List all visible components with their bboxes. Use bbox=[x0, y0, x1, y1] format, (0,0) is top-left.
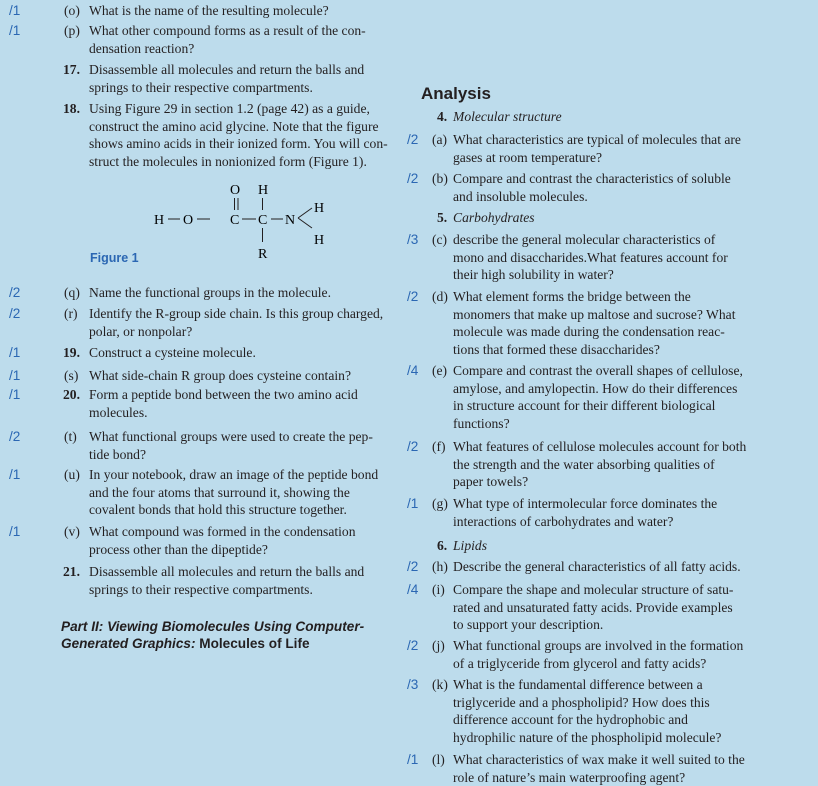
item-text-line: Compare and contrast the overall shapes of cellulose, bbox=[453, 363, 743, 378]
part2-normal: Molecules of Life bbox=[195, 636, 310, 651]
item-label: (a) bbox=[432, 132, 448, 147]
mark-value: /3 bbox=[407, 677, 419, 692]
item-label: (j) bbox=[432, 638, 445, 653]
item-label: (o) bbox=[64, 3, 80, 18]
item-text-line: hydrophilic nature of the phospholipid molecule? bbox=[453, 729, 722, 745]
item-text-line: the strength and the water absorbing qualities of bbox=[453, 456, 715, 472]
item-label: (e) bbox=[432, 363, 448, 378]
mark-value: /2 bbox=[9, 285, 21, 300]
item-label: (h) bbox=[432, 559, 448, 574]
item-text-line: What side-chain R group does cysteine contain? bbox=[89, 368, 351, 383]
bond-nh-1 bbox=[298, 208, 312, 218]
atom-h-n2: H bbox=[314, 233, 325, 248]
item-label: 17. bbox=[63, 62, 80, 77]
item-label: (c) bbox=[432, 232, 448, 247]
item-text-line: amylose, and amylopectin. How do their differences bbox=[453, 380, 738, 396]
item-label: (d) bbox=[432, 289, 448, 304]
item-text-line: Describe the general characteristics of all fatty acids. bbox=[453, 559, 741, 574]
mark-value: /2 bbox=[407, 439, 419, 454]
item-label: (r) bbox=[64, 306, 78, 321]
item-text-line: triglyceride and a phospholipid? How does this bbox=[453, 694, 710, 710]
item-label: (u) bbox=[64, 467, 80, 482]
atom-o-mid: O bbox=[183, 213, 194, 228]
item-text-line: their high solubility in water? bbox=[453, 267, 614, 283]
item-text-line: Form a peptide bond between the two amino acid bbox=[89, 387, 358, 402]
item-text-line: In your notebook, draw an image of the peptide bond bbox=[89, 467, 379, 482]
mark-value: /4 bbox=[407, 363, 419, 378]
item-text-line: covalent bonds that hold this structure together. bbox=[89, 502, 347, 518]
item-text-line: Name the functional groups in the molecule. bbox=[89, 285, 331, 300]
atom-c2: C bbox=[258, 213, 268, 228]
item-text-line: and insoluble molecules. bbox=[453, 188, 588, 204]
item-text-line: What functional groups are involved in the formation bbox=[453, 638, 744, 653]
atom-h-n1: H bbox=[314, 201, 325, 216]
item-text-line: interactions of carbohydrates and water? bbox=[453, 513, 674, 529]
item-label: 5. bbox=[437, 210, 448, 225]
atom-n: N bbox=[285, 213, 296, 228]
item-text-line: polar, or nonpolar? bbox=[89, 323, 193, 339]
item-text-line: What functional groups were used to create the pep- bbox=[89, 429, 373, 444]
item-text-line: Using Figure 29 in section 1.2 (page 42) as a guide, bbox=[89, 101, 370, 116]
item-text-line: What is the name of the resulting molecule? bbox=[89, 3, 329, 18]
item-text-line: and the four atoms that surround it, showing the bbox=[89, 484, 350, 500]
item-text-line: Lipids bbox=[453, 538, 487, 553]
item-text-line: mono and disaccharides.What features account for bbox=[453, 249, 728, 265]
mark-value: /2 bbox=[407, 559, 419, 574]
item-text-line: Compare the shape and molecular structure of satu- bbox=[453, 582, 734, 597]
item-text-line: Compare and contrast the characteristics of soluble bbox=[453, 171, 731, 186]
item-text-line: role of nature’s main waterproofing agent? bbox=[453, 769, 686, 785]
item-text-line: Disassemble all molecules and return the balls and bbox=[89, 62, 365, 77]
item-text-line: What features of cellulose molecules account for both bbox=[453, 439, 747, 454]
item-text-line: molecules. bbox=[89, 404, 148, 420]
item-text-line: springs to their respective compartments. bbox=[89, 581, 313, 597]
mark-value: /1 bbox=[9, 3, 21, 18]
item-text-line: to support your description. bbox=[453, 617, 604, 633]
item-text-line: molecule was made during the condensation reac- bbox=[453, 324, 725, 340]
item-label: (k) bbox=[432, 677, 448, 692]
mark-value: /1 bbox=[407, 496, 419, 511]
item-label: (v) bbox=[64, 524, 80, 539]
mark-value: /2 bbox=[407, 171, 419, 186]
item-label: (q) bbox=[64, 285, 80, 300]
part2-italic: Generated Graphics: bbox=[61, 636, 196, 651]
mark-value: /1 bbox=[9, 524, 21, 539]
item-text-line: construct the amino acid glycine. Note that the figure bbox=[89, 118, 379, 134]
item-text-line: struct the molecules in nonionized form (Figure 1). bbox=[89, 153, 367, 169]
item-label: (g) bbox=[432, 496, 448, 511]
item-text-line: rated and unsaturated fatty acids. Provide examples bbox=[453, 599, 733, 615]
item-text-line: monomers that make up maltose and sucrose? What bbox=[453, 306, 736, 322]
mark-value: /2 bbox=[407, 289, 419, 304]
item-label: 21. bbox=[63, 564, 80, 579]
item-label: (b) bbox=[432, 171, 448, 186]
item-text-line: gases at room temperature? bbox=[453, 149, 603, 165]
atom-c1: C bbox=[230, 213, 240, 228]
item-text-line: tide bond? bbox=[89, 446, 147, 462]
mark-value: /2 bbox=[407, 132, 419, 147]
item-text-line: paper towels? bbox=[453, 474, 529, 490]
item-text-line: difference account for the hydrophobic and bbox=[453, 712, 688, 728]
item-text-line: of a triglyceride from glycerol and fatty acids? bbox=[453, 655, 707, 671]
item-label: 20. bbox=[63, 387, 80, 402]
mark-value: /2 bbox=[407, 638, 419, 653]
item-label: (f) bbox=[432, 439, 446, 454]
item-text-line: Molecular structure bbox=[453, 109, 562, 124]
mark-value: /1 bbox=[407, 752, 419, 767]
item-text-line: Identify the R-group side chain. Is this group charged, bbox=[89, 306, 384, 321]
item-label: (i) bbox=[432, 582, 445, 597]
item-label: 4. bbox=[437, 109, 448, 124]
item-text-line: describe the general molecular characteristics of bbox=[453, 232, 716, 247]
item-text-line: Carbohydrates bbox=[453, 210, 535, 225]
item-text-line: Construct a cysteine molecule. bbox=[89, 345, 256, 360]
mark-value: /1 bbox=[9, 467, 21, 482]
item-text-line: in structure account for their different biological bbox=[453, 398, 716, 414]
atom-r: R bbox=[258, 247, 268, 262]
mark-value: /1 bbox=[9, 23, 21, 38]
item-text-line: tions that formed these disaccharides? bbox=[453, 341, 660, 357]
part2-heading-line2 bbox=[61, 635, 310, 653]
item-label: (l) bbox=[432, 752, 445, 767]
mark-value: /1 bbox=[9, 368, 21, 383]
item-text-line: process other than the dipeptide? bbox=[89, 541, 268, 557]
atom-o-double: O bbox=[230, 183, 241, 198]
part2-heading-line1: Part II: Viewing Biomolecules Using Computer- bbox=[61, 619, 365, 634]
item-text-line: What other compound forms as a result of the con- bbox=[89, 23, 366, 38]
mark-value: /1 bbox=[9, 387, 21, 402]
atom-h-top: H bbox=[258, 183, 269, 198]
item-label: (t) bbox=[64, 429, 77, 444]
item-text-line: densation reaction? bbox=[89, 40, 195, 56]
item-text-line: What characteristics are typical of molecules that are bbox=[453, 132, 741, 147]
analysis-heading: Analysis bbox=[421, 84, 491, 103]
item-text-line: Disassemble all molecules and return the balls and bbox=[89, 564, 365, 579]
item-text-line: functions? bbox=[453, 415, 510, 431]
item-text-line: What characteristics of wax make it well suited to the bbox=[453, 752, 745, 767]
mark-value: /2 bbox=[9, 306, 21, 321]
item-label: (s) bbox=[64, 368, 79, 383]
item-text-line: What element forms the bridge between the bbox=[453, 289, 691, 304]
item-text-line: What is the fundamental difference between a bbox=[453, 677, 703, 692]
mark-value: /1 bbox=[9, 345, 21, 360]
atom-h-left: H bbox=[154, 213, 165, 228]
glycine-structure-figure bbox=[150, 178, 370, 268]
item-label: (p) bbox=[64, 23, 80, 38]
item-label: 18. bbox=[63, 101, 80, 116]
item-text-line: springs to their respective compartments. bbox=[89, 79, 313, 95]
item-text-line: What compound was formed in the condensation bbox=[89, 524, 356, 539]
item-label: 19. bbox=[63, 345, 80, 360]
mark-value: /2 bbox=[9, 429, 21, 444]
item-text-line: What type of intermolecular force dominates the bbox=[453, 496, 718, 511]
item-label: 6. bbox=[437, 538, 448, 553]
bond-nh-2 bbox=[298, 218, 312, 228]
mark-value: /3 bbox=[407, 232, 419, 247]
mark-value: /4 bbox=[407, 582, 419, 597]
figure-caption: Figure 1 bbox=[90, 251, 139, 265]
item-text-line: shows amino acids in their ionized form. You will con- bbox=[89, 136, 388, 152]
